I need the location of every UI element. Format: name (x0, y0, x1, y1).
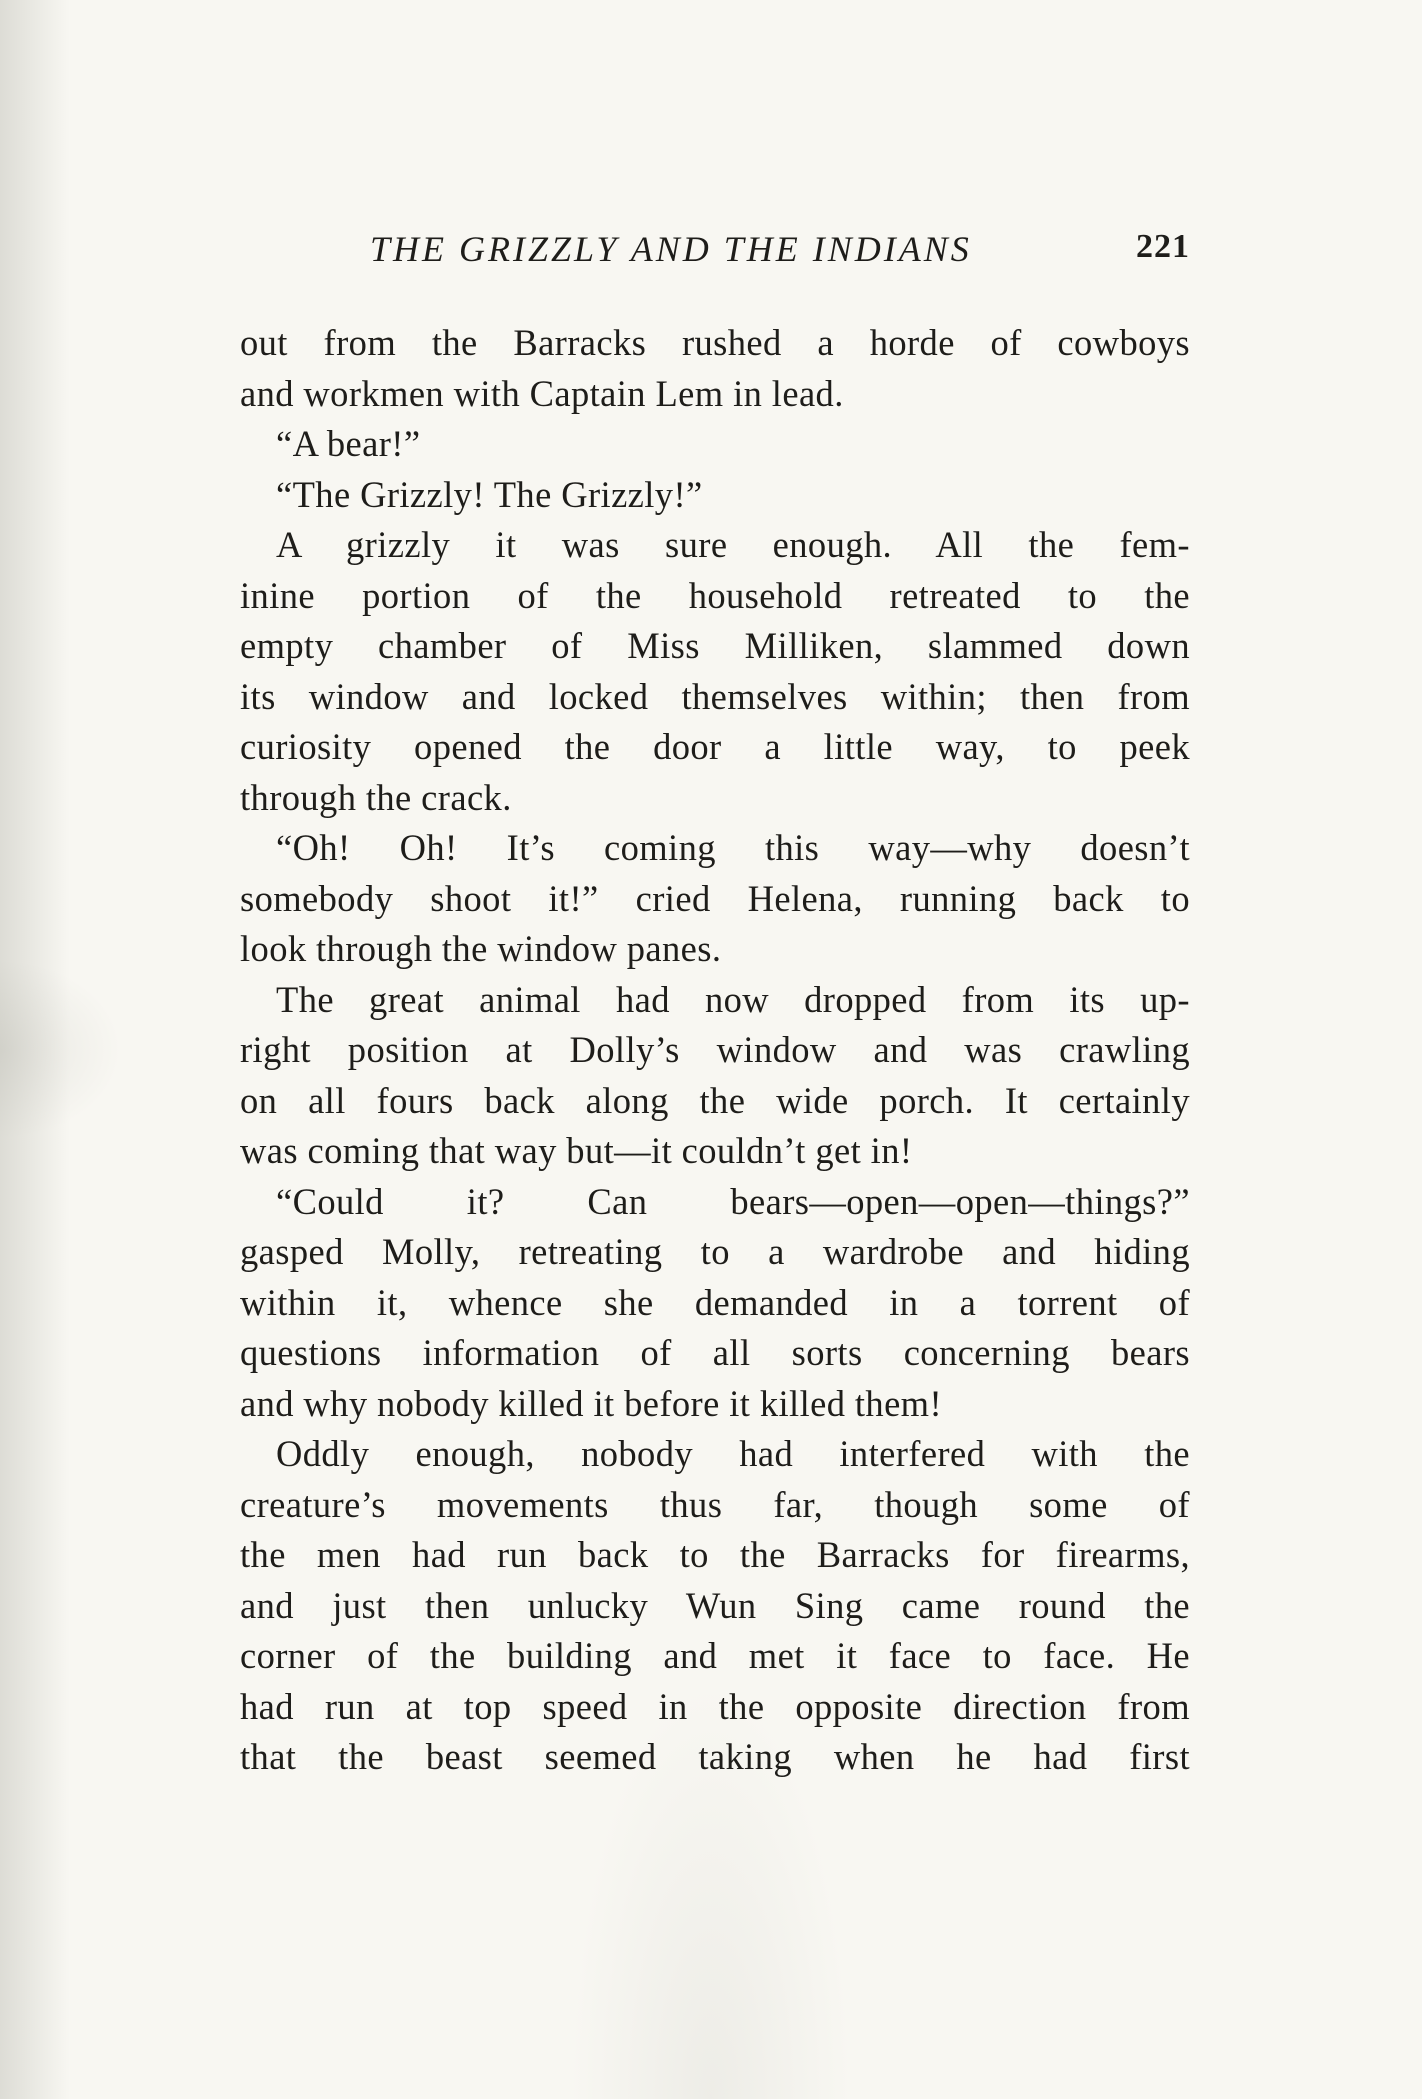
text-line: somebody shoot it!” cried Helena, running back to (240, 877, 1190, 919)
text-line: and just then unlucky Wun Sing came round the (240, 1584, 1190, 1626)
text-line: A grizzly it was sure enough. All the fem- (276, 524, 1190, 565)
text-line: “Oh! Oh! It’s coming this way—why doesn’t (276, 827, 1190, 868)
body-text (240, 318, 1190, 1783)
page-number: 221 (1136, 228, 1190, 265)
text-line: “The Grizzly! The Grizzly!” (276, 473, 703, 515)
binding-shadow (0, 0, 70, 2099)
text-line: right position at Dolly’s window and was crawling (240, 1029, 1190, 1070)
text-line: “Could it? Can bears—open—open—things?” (276, 1180, 1190, 1222)
text-line: gasped Molly, retreating to a wardrobe and hiding (240, 1231, 1190, 1272)
text-line: was coming that way but—it couldn’t get in! (240, 1130, 913, 1171)
text-line: look through the window panes. (240, 928, 722, 969)
text-line: out from the Barracks rushed a horde of cowboys (240, 322, 1190, 363)
running-title: THE GRIZZLY AND THE INDIANS (370, 229, 972, 269)
text-line: The great animal had now dropped from its up- (276, 978, 1190, 1020)
text-line: creature’s movements thus far, though some of (240, 1483, 1190, 1525)
text-line: its window and locked themselves within; then from (240, 675, 1190, 717)
running-head (250, 228, 1190, 284)
text-line: the men had run back to the Barracks for firearms, (240, 1534, 1190, 1575)
text-line: corner of the building and met it face to face. He (240, 1635, 1190, 1676)
text-line: Oddly enough, nobody had interfered with the (276, 1433, 1190, 1474)
text-line: empty chamber of Miss Milliken, slammed down (240, 625, 1190, 666)
text-line: through the crack. (240, 776, 512, 818)
text-line: “A bear!” (276, 423, 421, 464)
text-line: on all fours back along the wide porch. It certainly (240, 1079, 1190, 1121)
text-line: that the beast seemed taking when he had first (240, 1736, 1190, 1777)
text-line: and why nobody killed it before it killed them! (240, 1382, 943, 1424)
text-line: had run at top speed in the opposite direction from (240, 1685, 1190, 1727)
text-line: and workmen with Captain Lem in lead. (240, 372, 844, 414)
text-line: within it, whence she demanded in a torrent of (240, 1281, 1190, 1323)
text-line: inine portion of the household retreated to the (240, 574, 1190, 616)
text-line: curiosity opened the door a little way, to peek (240, 726, 1190, 767)
text-line: questions information of all sorts concerning bears (240, 1332, 1190, 1373)
